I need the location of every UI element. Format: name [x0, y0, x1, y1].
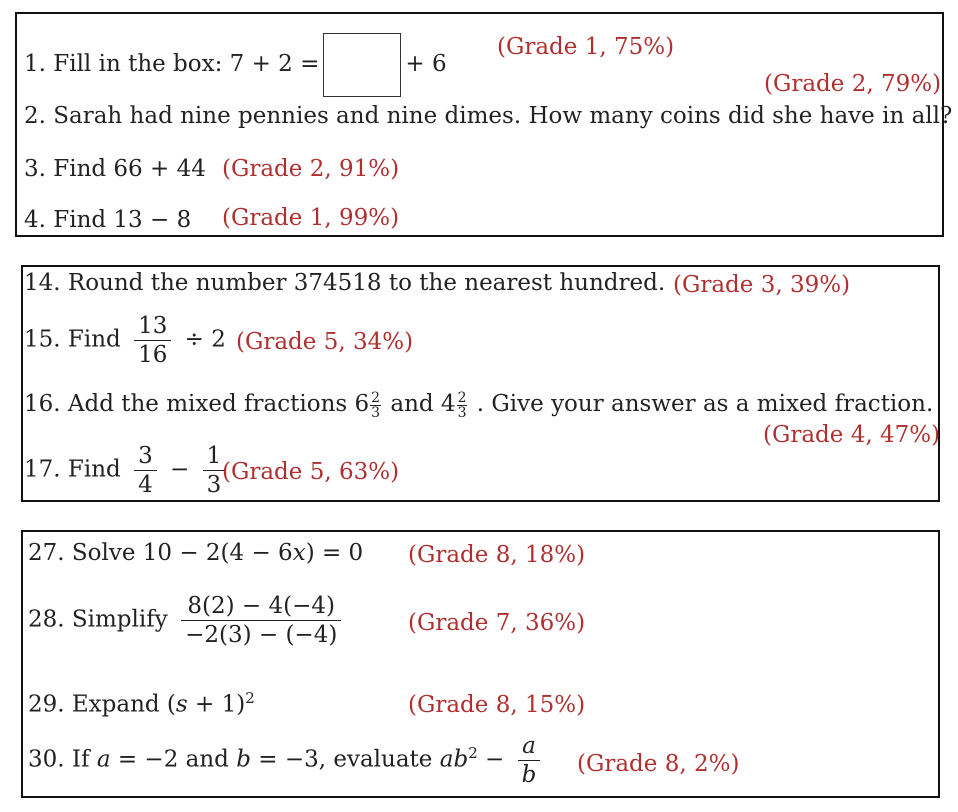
fraction-expression	[181, 592, 341, 649]
question-29	[28, 684, 255, 719]
question-15	[24, 312, 226, 369]
variable-s: s	[175, 691, 188, 718]
fraction-denominator: 16	[138, 342, 168, 368]
question-27	[28, 539, 363, 567]
question-3-grade: (Grade 2, 91%)	[222, 156, 400, 182]
question-1-text: 1. Fill in the box: 7 + 2 =	[24, 51, 320, 77]
mixed-fraction-a	[370, 391, 381, 420]
question-27-suffix: ) = 0	[305, 540, 364, 566]
fraction-numerator: 2	[371, 389, 381, 406]
variable-a: a	[96, 746, 111, 773]
question-16-grade: (Grade 4, 47%)	[763, 422, 941, 448]
fraction-numerator: a	[518, 732, 541, 761]
question-1-grade: (Grade 1, 75%)	[497, 34, 675, 60]
exponent: 2	[468, 743, 478, 762]
question-17-grade: (Grade 5, 63%)	[222, 459, 400, 485]
fraction-numerator: 3	[134, 442, 157, 471]
fraction-numerator: 13	[134, 312, 171, 341]
minus-sign: −	[170, 456, 190, 483]
expr-a: a	[439, 746, 454, 773]
question-29-mid: + 1)	[187, 691, 246, 718]
question-17-prefix: 17. Find	[24, 456, 121, 483]
fraction-13-16	[134, 312, 171, 369]
mixed-fraction-b	[457, 391, 468, 420]
fraction-denominator: −2(3) − (−4)	[185, 622, 338, 648]
variable-x: x	[292, 540, 306, 566]
question-16-suffix: . Give your answer as a mixed fraction.	[476, 391, 934, 417]
fraction-numerator: 2	[457, 389, 467, 406]
question-15-prefix: 15. Find	[24, 326, 121, 353]
value-b: = −3, evaluate	[250, 746, 440, 773]
question-29-prefix: 29. Expand (	[28, 691, 176, 718]
question-30-prefix: 30. If	[28, 746, 90, 773]
answer-box[interactable]	[323, 33, 401, 97]
question-27-prefix: 27. Solve 10 − 2(4 − 6	[28, 540, 293, 566]
question-1-after: + 6	[405, 51, 447, 77]
question-14-grade: (Grade 3, 39%)	[673, 272, 851, 298]
question-16-mid: and 4	[390, 391, 456, 417]
question-14: 14. Round the number 374518 to the nearest hundred.	[24, 270, 666, 296]
value-a: = −2 and	[110, 746, 237, 773]
question-16	[24, 390, 933, 420]
question-29-grade: (Grade 8, 15%)	[408, 692, 586, 718]
question-15-grade: (Grade 5, 34%)	[236, 329, 414, 355]
question-30-grade: (Grade 8, 2%)	[577, 751, 740, 777]
question-4-grade: (Grade 1, 99%)	[222, 205, 400, 231]
question-17	[24, 442, 231, 499]
question-28	[28, 592, 347, 649]
fraction-denominator: 3	[206, 472, 222, 498]
question-4: 4. Find 13 − 8	[24, 207, 192, 233]
fraction-3-4	[134, 442, 157, 499]
fraction-denominator: b	[521, 762, 537, 788]
minus-sign: −	[485, 746, 505, 773]
fraction-numerator: 8(2) − 4(−4)	[181, 592, 341, 621]
question-2: 2. Sarah had nine pennies and nine dimes. How many coins did she have in all?	[24, 103, 953, 129]
exponent: 2	[245, 689, 255, 707]
fraction-denominator: 3	[371, 404, 381, 421]
question-16-prefix: 16. Add the mixed fractions 6	[24, 391, 370, 417]
fraction-denominator: 3	[457, 404, 467, 421]
fraction-numerator: 1	[203, 442, 226, 471]
question-2-grade: (Grade 2, 79%)	[764, 71, 942, 97]
question-28-prefix: 28. Simplify	[28, 606, 168, 633]
question-3: 3. Find 66 + 44	[24, 156, 206, 182]
fraction-denominator: 4	[138, 472, 153, 498]
question-28-grade: (Grade 7, 36%)	[408, 610, 586, 636]
question-27-grade: (Grade 8, 18%)	[408, 542, 586, 568]
question-1	[24, 33, 447, 97]
question-15-suffix: ÷ 2	[184, 326, 226, 353]
question-30	[28, 732, 546, 789]
expr-b: b	[453, 746, 469, 773]
variable-b: b	[236, 746, 251, 773]
fraction-a-b	[518, 732, 541, 789]
